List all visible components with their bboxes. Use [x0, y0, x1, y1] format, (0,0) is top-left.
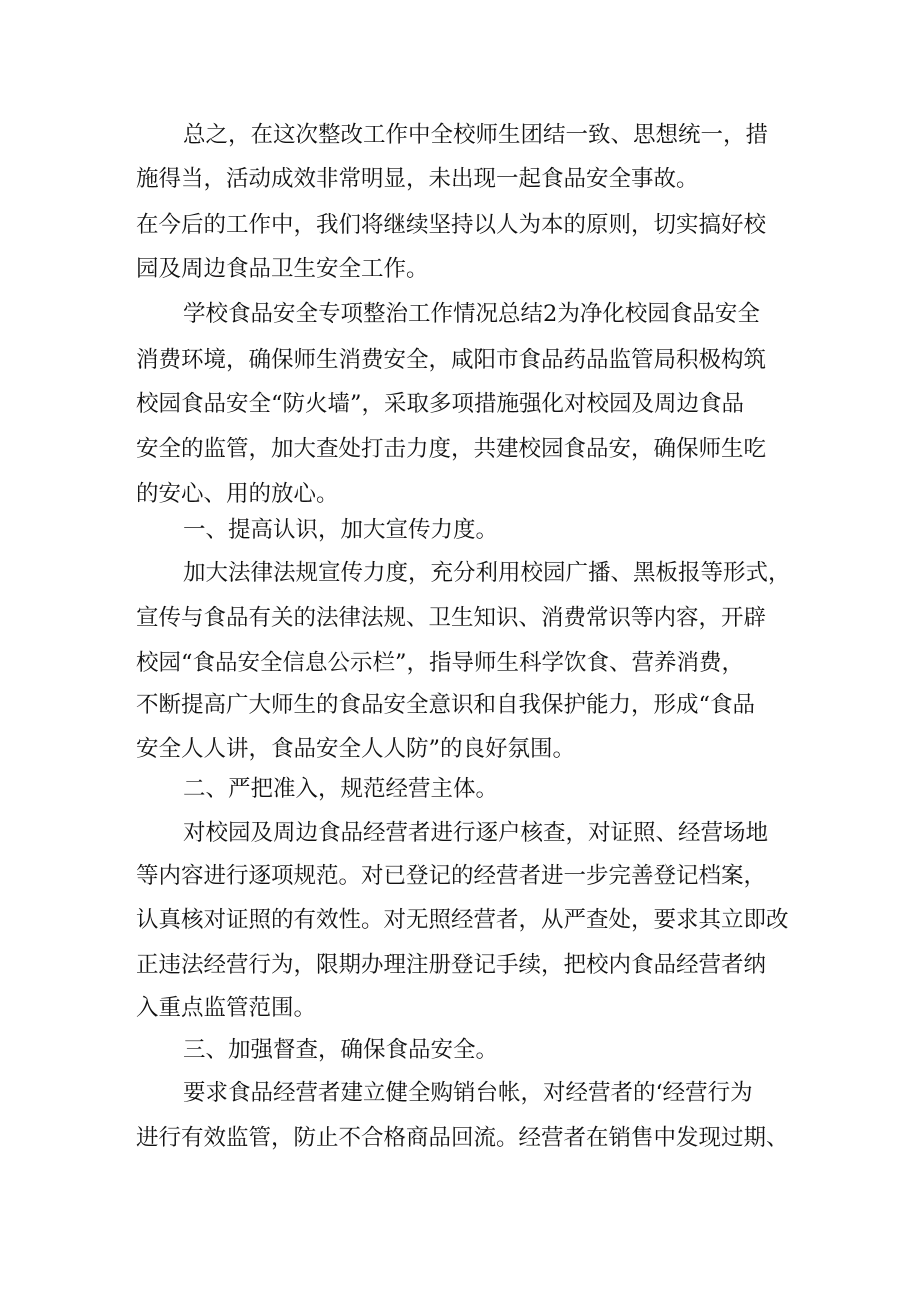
text-line: 加大法律法规宣传力度，充分利用校园广播、黑板报等形式，: [183, 560, 791, 586]
text-line: 正违法经营行为，限期办理注册登记手续，把校内食品经营者纳: [136, 952, 767, 978]
text-line: 校园“食品安全信息公示栏”，指导师生科学饮食、营养消费，: [136, 650, 745, 676]
text-line: 学校食品安全专项整治工作情况总结2为净化校园食品安全: [183, 301, 760, 327]
text-line: 总之，在这次整改工作中全校师生团结一致、思想统一，措: [183, 122, 769, 148]
text-line: 入重点监管范围。: [136, 995, 317, 1021]
text-line: 安全人人讲，食品安全人人防”的良好氛围。: [136, 736, 576, 762]
text-line: 三、加强督查，确保食品安全。: [183, 1037, 499, 1063]
text-line: 对校园及周边食品经营者进行逐户核查，对证照、经营场地: [183, 820, 769, 846]
text-line: 宣传与食品有关的法律法规、卫生知识、消费常识等内容，开辟: [136, 605, 767, 631]
text-line: 园及周边食品卫生安全工作。: [136, 256, 429, 282]
text-line: 要求食品经营者建立健全购销台帐，对经营者的‘经营行为: [183, 1080, 753, 1106]
text-line: 二、严把准入，规范经营主体。: [183, 776, 499, 802]
text-line: 消费环境，确保师生消费安全，咸阳市食品药品监管局积极构筑: [136, 347, 767, 373]
text-line: 不断提高广大师生的食品安全意识和自我保护能力，形成“食品: [136, 692, 756, 718]
text-line: 校园食品安全“防火墙”，采取多项措施强化对校园及周边食品: [136, 391, 745, 417]
text-line: 进行有效监管，防止不合格商品回流。经营者在销售中发现过期、: [136, 1125, 789, 1151]
text-line: 的安心、用的放心。: [136, 481, 339, 507]
text-line: 在今后的工作中，我们将继续坚持以人为本的原则，切实搞好校: [136, 212, 767, 238]
text-line: 安全的监管，加大查处打击力度，共建校园食品安，确保师生吃: [136, 436, 767, 462]
text-line: 施得当，活动成效非常明显，未出现一起食品安全事故。: [136, 166, 699, 192]
text-line: 一、提高认识，加大宣传力度。: [183, 517, 499, 543]
text-line: 认真核对证照的有效性。对无照经营者，从严查处，要求其立即改: [136, 907, 789, 933]
text-line: 等内容进行逐项规范。对已登记的经营者进一步完善登记档案，: [136, 863, 767, 889]
